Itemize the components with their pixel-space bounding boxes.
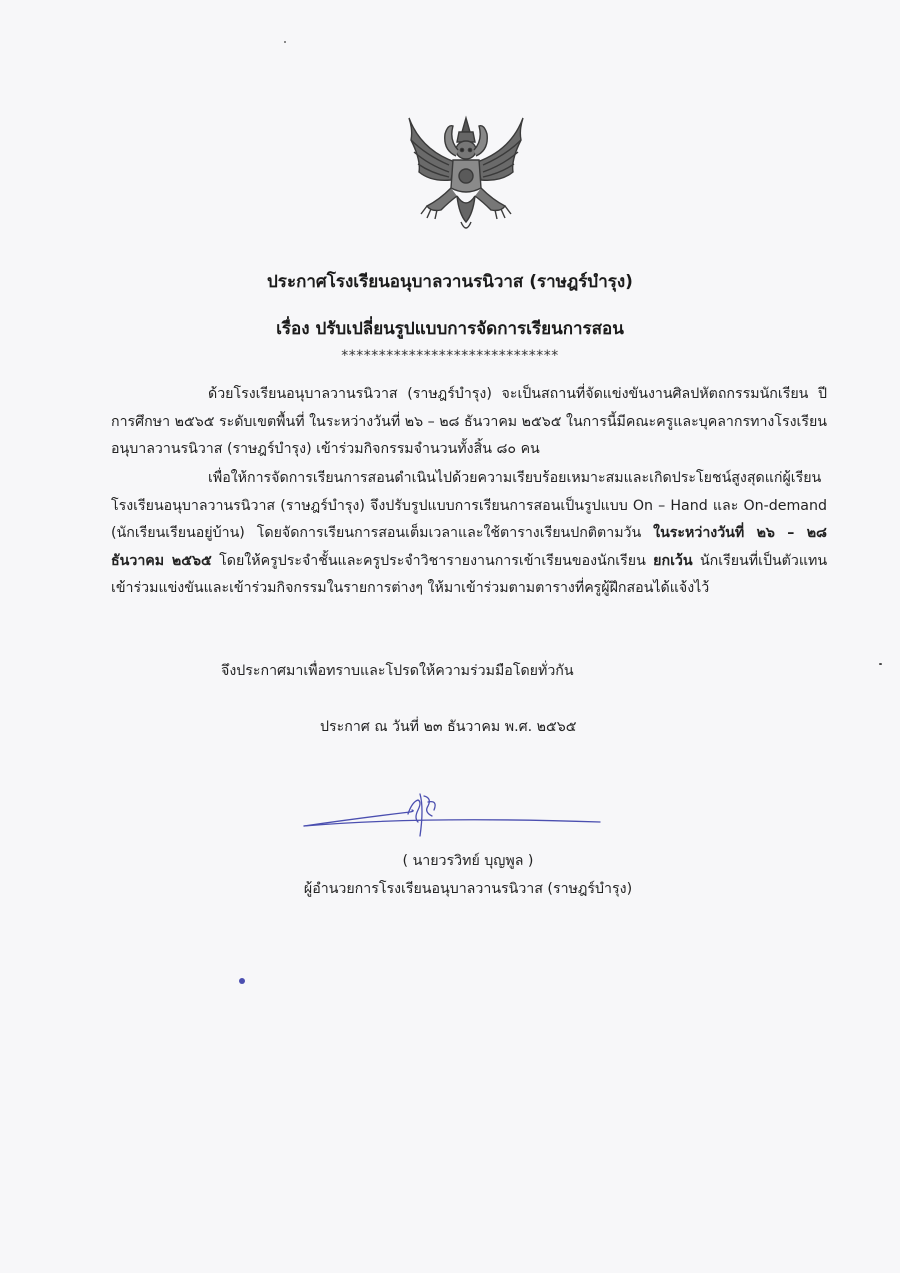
announce-date: ประกาศ ณ วันที่ ๒๓ ธันวาคม พ.ศ. ๒๕๖๕ bbox=[320, 719, 577, 735]
scan-speck bbox=[284, 41, 286, 43]
signer-position: ผู้อำนวยการโรงเรียนอนุบาลวานรนิวาส (ราษฎร์บำรุง) bbox=[303, 881, 633, 897]
paragraph-2-text-c: นักเรียนที่เป็นตัวแทนเข้าร่วมแข่งขันและเข้าร่วมกิจกรรมในรายการต่างๆ ให้มาเข้าร่วมตามตารางที่ครูผู้ฝึกสอนได้แจ้งไว้ bbox=[111, 552, 828, 596]
separator-line: ***************************** bbox=[341, 348, 559, 364]
signature-image bbox=[300, 788, 605, 838]
announcement-title: ประกาศโรงเรียนอนุบาลวานรนิวาส (ราษฎร์บำรุง) bbox=[267, 272, 633, 292]
paragraph-2-text-a: เพื่อให้การจัดการเรียนการสอนดำเนินไปด้วยความเรียบร้อยเหมาะสมและเกิดประโยชน์สูงสุดแก่ผู้เรียน โรงเรียนอนุบาลวานรนิวาส (ราษฎร์บำรุง) จึงปรับรูปแบบการเรียนการสอนเป็นรูปแบบ On – Hand และ On-demand (นักเรียนเรียนอยู่บ้าน) โดยจัดการเรียนการสอนเต็มเวลาและใช้ตารางเรียนปกติตามวัน bbox=[111, 470, 827, 541]
closing-line: จึงประกาศมาเพื่อทราบและโปรดให้ความร่วมมือโดยทั่วกัน bbox=[221, 663, 574, 679]
signer-name: ( นายวรวิทย์ บุญพูล ) bbox=[402, 853, 534, 869]
paragraph-2-bold-except: ยกเว้น bbox=[653, 552, 693, 569]
paragraph-1-text: ด้วยโรงเรียนอนุบาลวานรนิวาส (ราษฎร์บำรุง) จะเป็นสถานที่จัดแข่งขันงานศิลปหัตถกรรมนักเรียน ปีการศึกษา ๒๕๖๕ ระดับเขตพื้นที่ ในระหว่างวันที่ ๒๖ – ๒๘ ธันวาคม ๒๕๖๕ ในการนี้มีคณะครูและบุคลากรทางโรงเรียนอนุบาลวานรนิวาส (ราษฎร์บำรุง) เข้าร่วมกิจกรรมจำนวนทั้งสิ้น ๘๐ คน bbox=[111, 386, 827, 457]
paragraph-2 bbox=[111, 465, 827, 603]
garuda-emblem-icon bbox=[401, 110, 531, 238]
ink-dot bbox=[239, 978, 245, 984]
paragraph-2-text-b: โดยให้ครูประจำชั้นและครูประจำวิชารายงานการเข้าเรียนของนักเรียน bbox=[211, 552, 654, 569]
announcement-subject: เรื่อง ปรับเปลี่ยนรูปแบบการจัดการเรียนการสอน bbox=[276, 319, 624, 339]
paragraph-1 bbox=[111, 381, 827, 464]
paragraph-2-bold-dates: ในระหว่างวันที่ ๒๖ – ๒๘ ธันวาคม ๒๕๖๕ bbox=[111, 525, 828, 569]
scan-speck bbox=[879, 663, 882, 665]
